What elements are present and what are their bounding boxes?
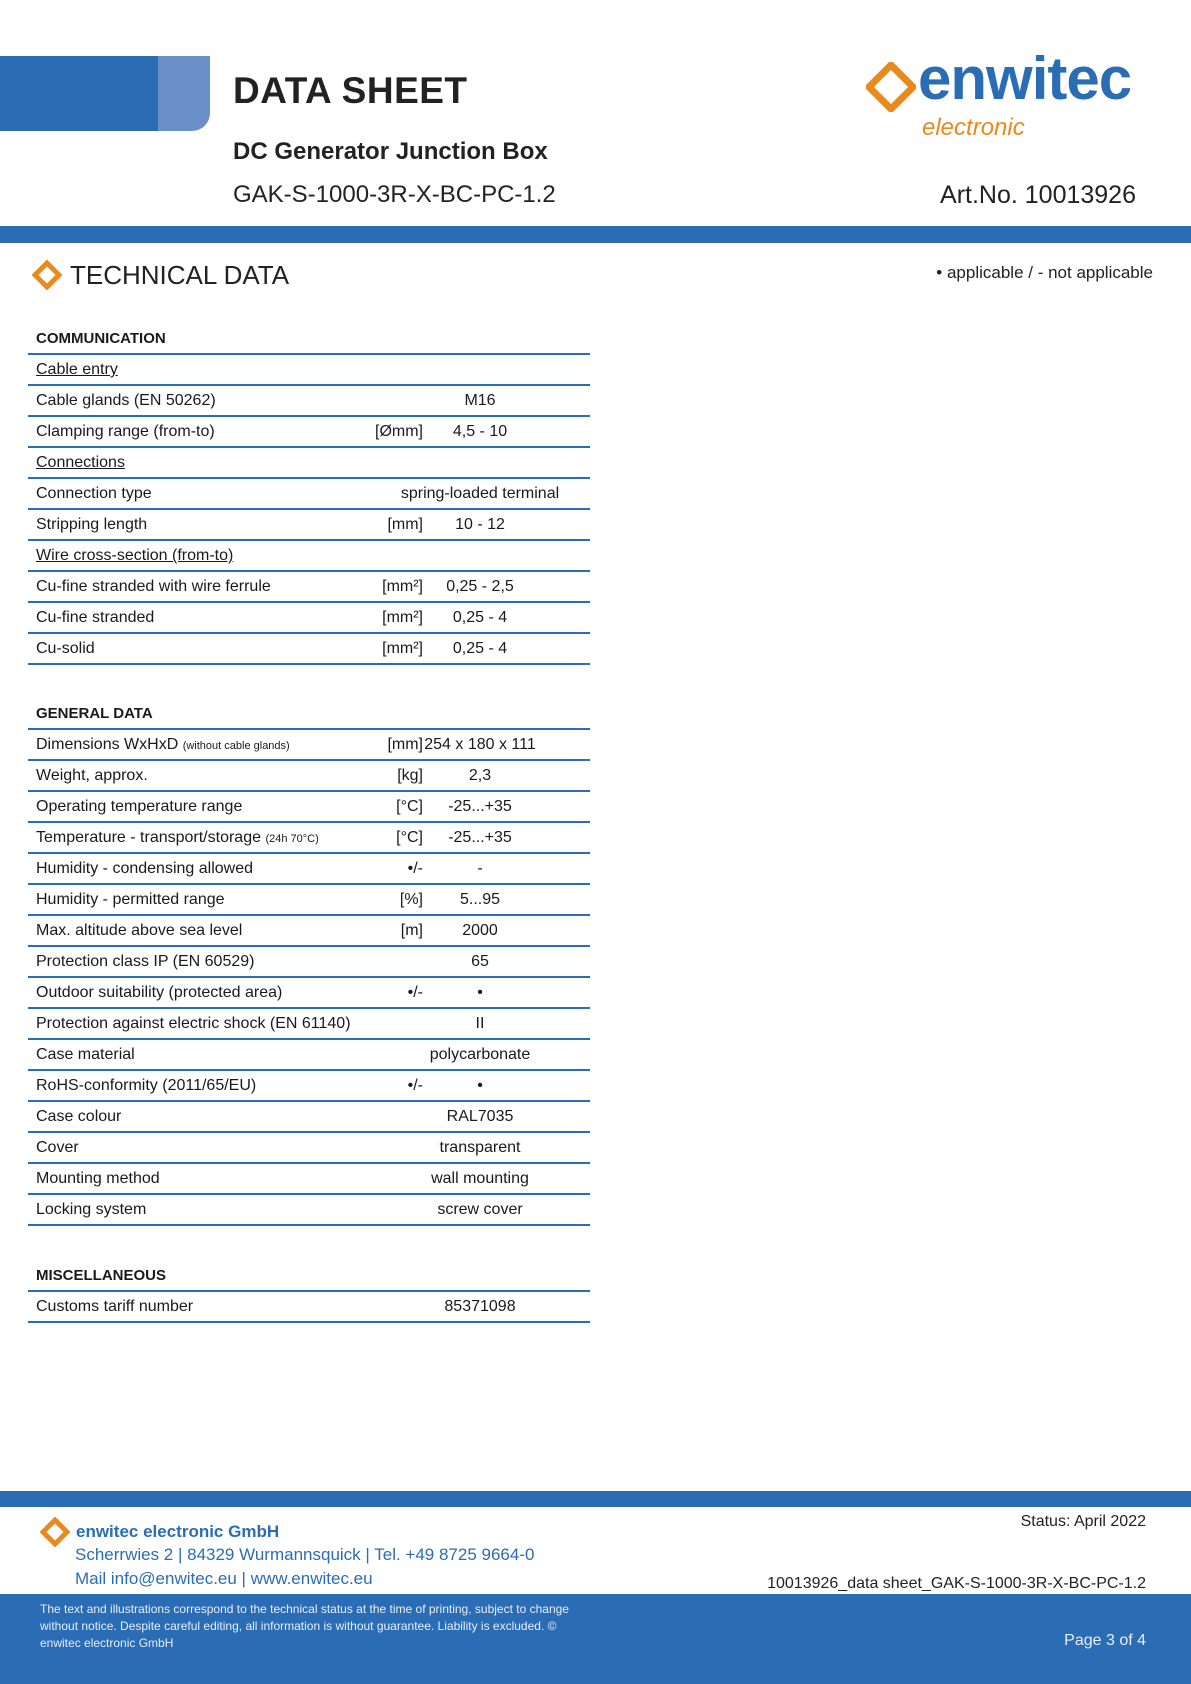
row-label-text: Customs tariff number — [36, 1298, 194, 1315]
general-data-table — [28, 697, 590, 1226]
row-label — [36, 1046, 135, 1064]
row-label-text: Protection class IP (EN 60529) — [36, 953, 255, 970]
row-label — [36, 1108, 121, 1126]
row-label — [36, 1298, 193, 1316]
company-address: Scherrwies 2 | 84329 Wurmannsquick | Tel. +49 8725 9664-0 — [75, 1545, 535, 1564]
row-value: 2,3 — [468, 767, 492, 784]
row-label — [36, 578, 271, 596]
row-value: transparent — [439, 1139, 521, 1156]
row-label-text: Wire cross-section (from-to) — [36, 547, 234, 564]
document-filename: 10013926_data sheet_GAK-S-1000-3R-X-BC-PC-1.2 — [767, 1575, 1146, 1592]
row-label — [36, 767, 148, 785]
table-row — [28, 448, 590, 479]
table-row — [28, 634, 590, 665]
row-value: - — [477, 860, 483, 877]
row-unit: •/- — [407, 984, 423, 1001]
row-unit: [m] — [400, 922, 423, 939]
row-value: screw cover — [437, 1201, 523, 1218]
table-row — [28, 386, 590, 417]
row-value: -25...+35 — [448, 798, 512, 815]
row-value: polycarbonate — [429, 1046, 531, 1063]
footer-company — [40, 1517, 279, 1547]
row-label-text: Connection type — [36, 485, 152, 502]
row-label-text: Operating temperature range — [36, 798, 243, 815]
table-row — [28, 1102, 590, 1133]
row-label-text: Dimensions WxHxD — [36, 736, 179, 753]
table-row — [28, 761, 590, 792]
table-row — [28, 792, 590, 823]
row-value: spring-loaded terminal — [400, 485, 560, 502]
row-value: wall mounting — [431, 1170, 529, 1187]
row-unit: [mm²] — [382, 578, 423, 595]
row-label-text: Humidity - permitted range — [36, 891, 225, 908]
table-row — [28, 823, 590, 854]
table-row — [28, 1071, 590, 1102]
row-label — [36, 1077, 256, 1095]
table-row — [28, 947, 590, 978]
enwitec-logo — [866, 45, 1166, 142]
row-label-text: Cu-fine stranded with wire ferrule — [36, 578, 271, 595]
applicability-legend: • applicable / - not applicable — [936, 263, 1153, 282]
row-label-text: Case colour — [36, 1108, 122, 1125]
table-row — [28, 572, 590, 603]
row-label — [36, 1139, 79, 1157]
diamond-logo-icon — [866, 62, 916, 112]
table-row — [28, 417, 590, 448]
row-label-text: Humidity - condensing allowed — [36, 860, 253, 877]
row-label-text: Weight, approx. — [36, 767, 148, 784]
row-label-text: Clamping range (from-to) — [36, 423, 215, 440]
row-label-text: Cu-fine stranded — [36, 609, 155, 626]
table-row — [28, 510, 590, 541]
row-value: 254 x 180 x 111 — [424, 736, 536, 753]
subgroup-label — [36, 361, 118, 379]
row-label — [36, 485, 152, 503]
table-row — [28, 978, 590, 1009]
row-label-text: RoHS-conformity (2011/65/EU) — [36, 1077, 257, 1094]
miscellaneous-heading: MISCELLANEOUS — [28, 1259, 590, 1292]
row-label — [36, 516, 147, 534]
row-value: -25...+35 — [448, 829, 512, 846]
row-value: 0,25 - 2,5 — [446, 578, 514, 595]
row-unit: [%] — [399, 891, 423, 908]
row-label — [36, 423, 215, 441]
row-label — [36, 984, 282, 1002]
subgroup-label — [36, 547, 233, 565]
communication-table — [28, 322, 590, 665]
logo-wordmark: enwitec — [918, 45, 1132, 112]
table-row — [28, 1195, 590, 1226]
communication-heading: COMMUNICATION — [28, 322, 590, 355]
table-row — [28, 885, 590, 916]
row-note: (without cable glands) — [182, 740, 290, 752]
company-contact: Mail info@enwitec.eu | www.enwitec.eu — [75, 1569, 373, 1588]
row-unit: [Ømm] — [375, 423, 423, 440]
product-subtitle: DC Generator Junction Box — [233, 138, 548, 165]
row-unit: [kg] — [397, 767, 423, 784]
general-data-heading: GENERAL DATA — [28, 697, 590, 730]
document-title: DATA SHEET — [233, 70, 468, 111]
logo-subtext: electronic — [922, 114, 1025, 141]
table-row — [28, 479, 590, 510]
table-row — [28, 1040, 590, 1071]
row-label-text: Locking system — [36, 1201, 147, 1218]
row-label-text: Cover — [36, 1139, 79, 1156]
subgroup-label — [36, 454, 125, 472]
row-value: 65 — [471, 953, 489, 970]
page-number: Page 3 of 4 — [1064, 1632, 1146, 1649]
row-label — [36, 798, 242, 816]
table-row — [28, 854, 590, 885]
row-unit: [mm²] — [382, 609, 423, 626]
row-label — [36, 1015, 351, 1033]
row-label — [36, 953, 254, 971]
table-row — [28, 1133, 590, 1164]
footer-divider-bar — [0, 1491, 1191, 1507]
row-unit: [mm] — [387, 736, 423, 753]
legal-disclaimer: The text and illustrations correspond to the technical status at the time of printing, subject to change without notice. Despite careful editing, all information is without guarantee. Liability is excluded. © enwitec electronic GmbH — [40, 1602, 569, 1650]
row-label-text: Max. altitude above sea level — [36, 922, 243, 939]
row-value: • — [477, 1077, 483, 1094]
row-label-text: Temperature - transport/storage — [36, 829, 261, 846]
row-label-text: Protection against electric shock (EN 61140) — [36, 1015, 351, 1032]
row-value: RAL7035 — [446, 1108, 514, 1125]
row-label — [36, 891, 225, 909]
row-value: M16 — [464, 392, 496, 409]
row-value: 2000 — [462, 922, 498, 939]
row-note: (24h 70°C) — [265, 833, 319, 845]
row-unit: •/- — [407, 1077, 423, 1094]
row-label-text: Stripping length — [36, 516, 148, 533]
table-row — [28, 730, 590, 761]
document-status: Status: April 2022 — [1020, 1513, 1146, 1530]
header-divider-bar — [0, 226, 1191, 243]
row-value: 0,25 - 4 — [452, 609, 508, 626]
article-number: Art.No. 10013926 — [940, 181, 1136, 209]
row-label-text: Outdoor suitability (protected area) — [36, 984, 283, 1001]
row-label — [36, 392, 216, 410]
row-value: 5...95 — [459, 891, 501, 908]
company-name: enwitec electronic GmbH — [76, 1522, 280, 1541]
row-unit: [°C] — [396, 798, 423, 815]
table-row — [28, 355, 590, 386]
row-label — [36, 1201, 146, 1219]
row-value: • — [477, 984, 483, 1001]
row-label — [36, 1170, 160, 1188]
row-label-text: Connections — [36, 454, 125, 471]
row-value: 85371098 — [444, 1298, 516, 1315]
table-row — [28, 916, 590, 947]
row-value: II — [475, 1015, 485, 1032]
section-title: TECHNICAL DATA — [70, 259, 290, 290]
row-label — [36, 609, 154, 627]
product-model: GAK-S-1000-3R-X-BC-PC-1.2 — [233, 181, 556, 208]
header-color-block — [0, 56, 210, 131]
row-unit: [mm²] — [382, 640, 423, 657]
row-label — [36, 922, 242, 940]
table-row — [28, 1292, 590, 1323]
row-label-text: Cu-solid — [36, 640, 95, 657]
row-label — [36, 829, 319, 847]
row-unit: [mm] — [387, 516, 423, 533]
row-label-text: Cable entry — [36, 361, 118, 378]
row-label-text: Cable glands (EN 50262) — [36, 392, 216, 409]
row-label — [36, 860, 253, 878]
table-row — [28, 1009, 590, 1040]
row-unit: [°C] — [396, 829, 423, 846]
row-label-text: Case material — [36, 1046, 135, 1063]
table-row — [28, 541, 590, 572]
row-value: 0,25 - 4 — [452, 640, 508, 657]
miscellaneous-table — [28, 1259, 590, 1323]
row-label-text: Mounting method — [36, 1170, 160, 1187]
row-unit: •/- — [407, 860, 423, 877]
table-row — [28, 603, 590, 634]
row-label — [36, 640, 95, 658]
section-heading — [32, 258, 289, 292]
diamond-footer-icon — [40, 1517, 70, 1547]
row-value: 10 - 12 — [455, 516, 505, 533]
table-row — [28, 1164, 590, 1195]
row-value: 4,5 - 10 — [452, 423, 508, 440]
row-label — [36, 736, 290, 754]
diamond-bullet-icon — [32, 260, 62, 290]
